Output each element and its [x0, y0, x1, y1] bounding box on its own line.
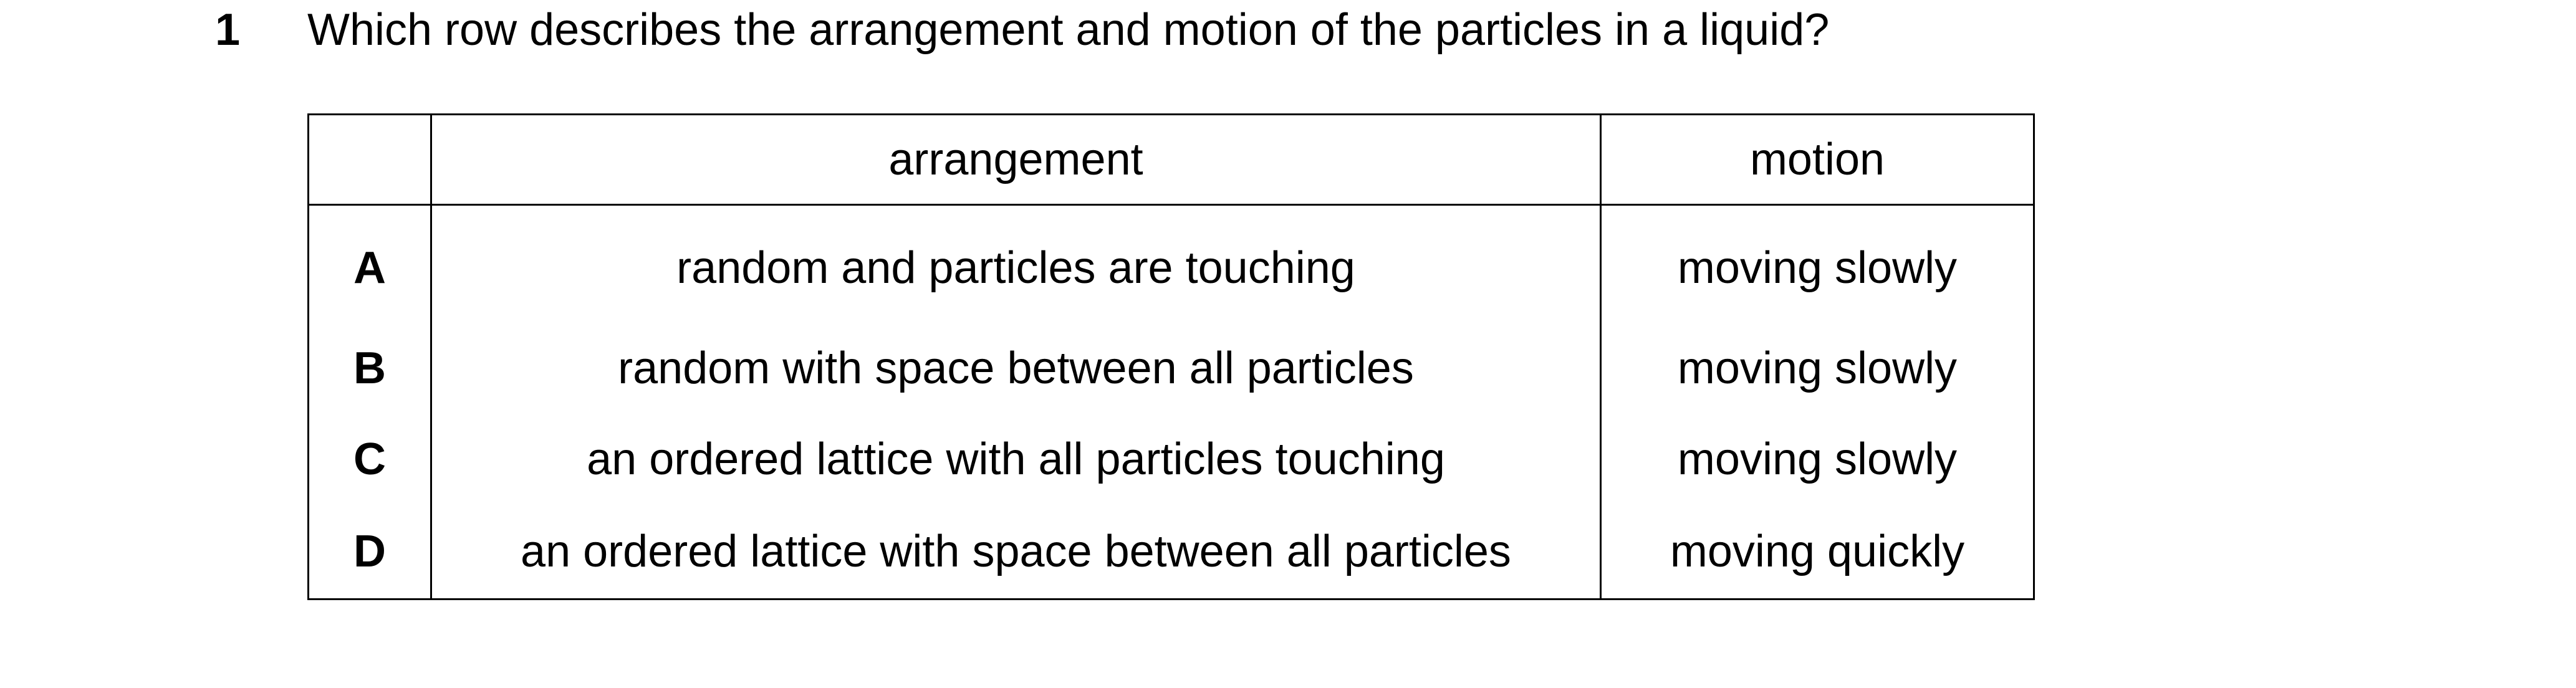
table-row-b — [309, 323, 2034, 414]
header-letter-cell — [309, 115, 431, 205]
arrangement-cell-d: an ordered lattice with space between all particles — [431, 505, 1601, 600]
motion-cell-c: moving slowly — [1601, 414, 2034, 505]
table-row-a — [309, 205, 2034, 323]
arrangement-cell-a: random and particles are touching — [431, 205, 1601, 323]
motion-cell-d: moving quickly — [1601, 505, 2034, 600]
table-row-d — [309, 505, 2034, 600]
table-row-c — [309, 414, 2034, 505]
option-letter-d: D — [309, 505, 431, 600]
question-text: Which row describes the arrangement and motion of the particles in a liquid? — [307, 5, 1830, 55]
motion-cell-a: moving slowly — [1601, 205, 2034, 323]
options-table — [307, 113, 2035, 600]
arrangement-cell-c: an ordered lattice with all particles touching — [431, 414, 1601, 505]
header-arrangement: arrangement — [431, 115, 1601, 205]
option-letter-c: C — [309, 414, 431, 505]
arrangement-cell-b: random with space between all particles — [431, 323, 1601, 414]
option-letter-a: A — [309, 205, 431, 323]
table-header-row — [309, 115, 2034, 205]
question-number: 1 — [215, 5, 241, 55]
motion-cell-b: moving slowly — [1601, 323, 2034, 414]
header-motion: motion — [1601, 115, 2034, 205]
option-letter-b: B — [309, 323, 431, 414]
